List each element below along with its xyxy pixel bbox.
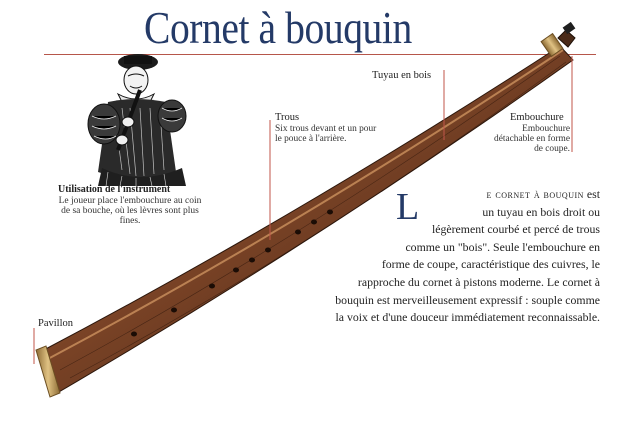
drop-cap: L — [396, 186, 420, 228]
page-title: Cornet à bouquin — [144, 2, 412, 53]
body-line-5: forme de coupe, caractéristique des cuivres, le — [381, 257, 600, 272]
wooden-tube-title: Tuyau en bois — [372, 70, 432, 81]
usage-description: Le joueur place l'embouchure au coin de sa bouche, où les lèvres sont plus fines. — [58, 196, 202, 227]
body-paragraph — [250, 186, 600, 327]
body-line-2: un tuyau en bois droit ou — [482, 204, 600, 219]
mouthpiece-description: Embouchure détachable en forme de coupe. — [494, 124, 570, 154]
body-line-1 — [250, 186, 600, 204]
body-line-1-caps: e cornet à bouquin — [486, 187, 584, 201]
holes-title: Trous — [275, 112, 300, 123]
holes-description: Six trous devant et un pour le pouce à l'arrière. — [275, 124, 377, 144]
body-line-3: légèrement courbé et percé de trous — [431, 222, 600, 237]
bell-title: Pavillon — [38, 318, 74, 329]
body-line-8: la voix et d'une douceur immédiatement reconnaissable. — [335, 310, 600, 325]
body-line-4: comme un "bois". Seule l'embouchure en — [405, 239, 600, 254]
usage-title: Utilisation de l'instrument — [58, 184, 171, 195]
body-line-7: bouquin est merveilleusement expressif : souple comme — [335, 292, 600, 307]
body-line-6: rapproche du cornet à pistons moderne. Le cornet à — [357, 274, 600, 289]
mouthpiece-title: Embouchure — [510, 112, 564, 123]
body-line-1-rest: est — [583, 187, 600, 201]
